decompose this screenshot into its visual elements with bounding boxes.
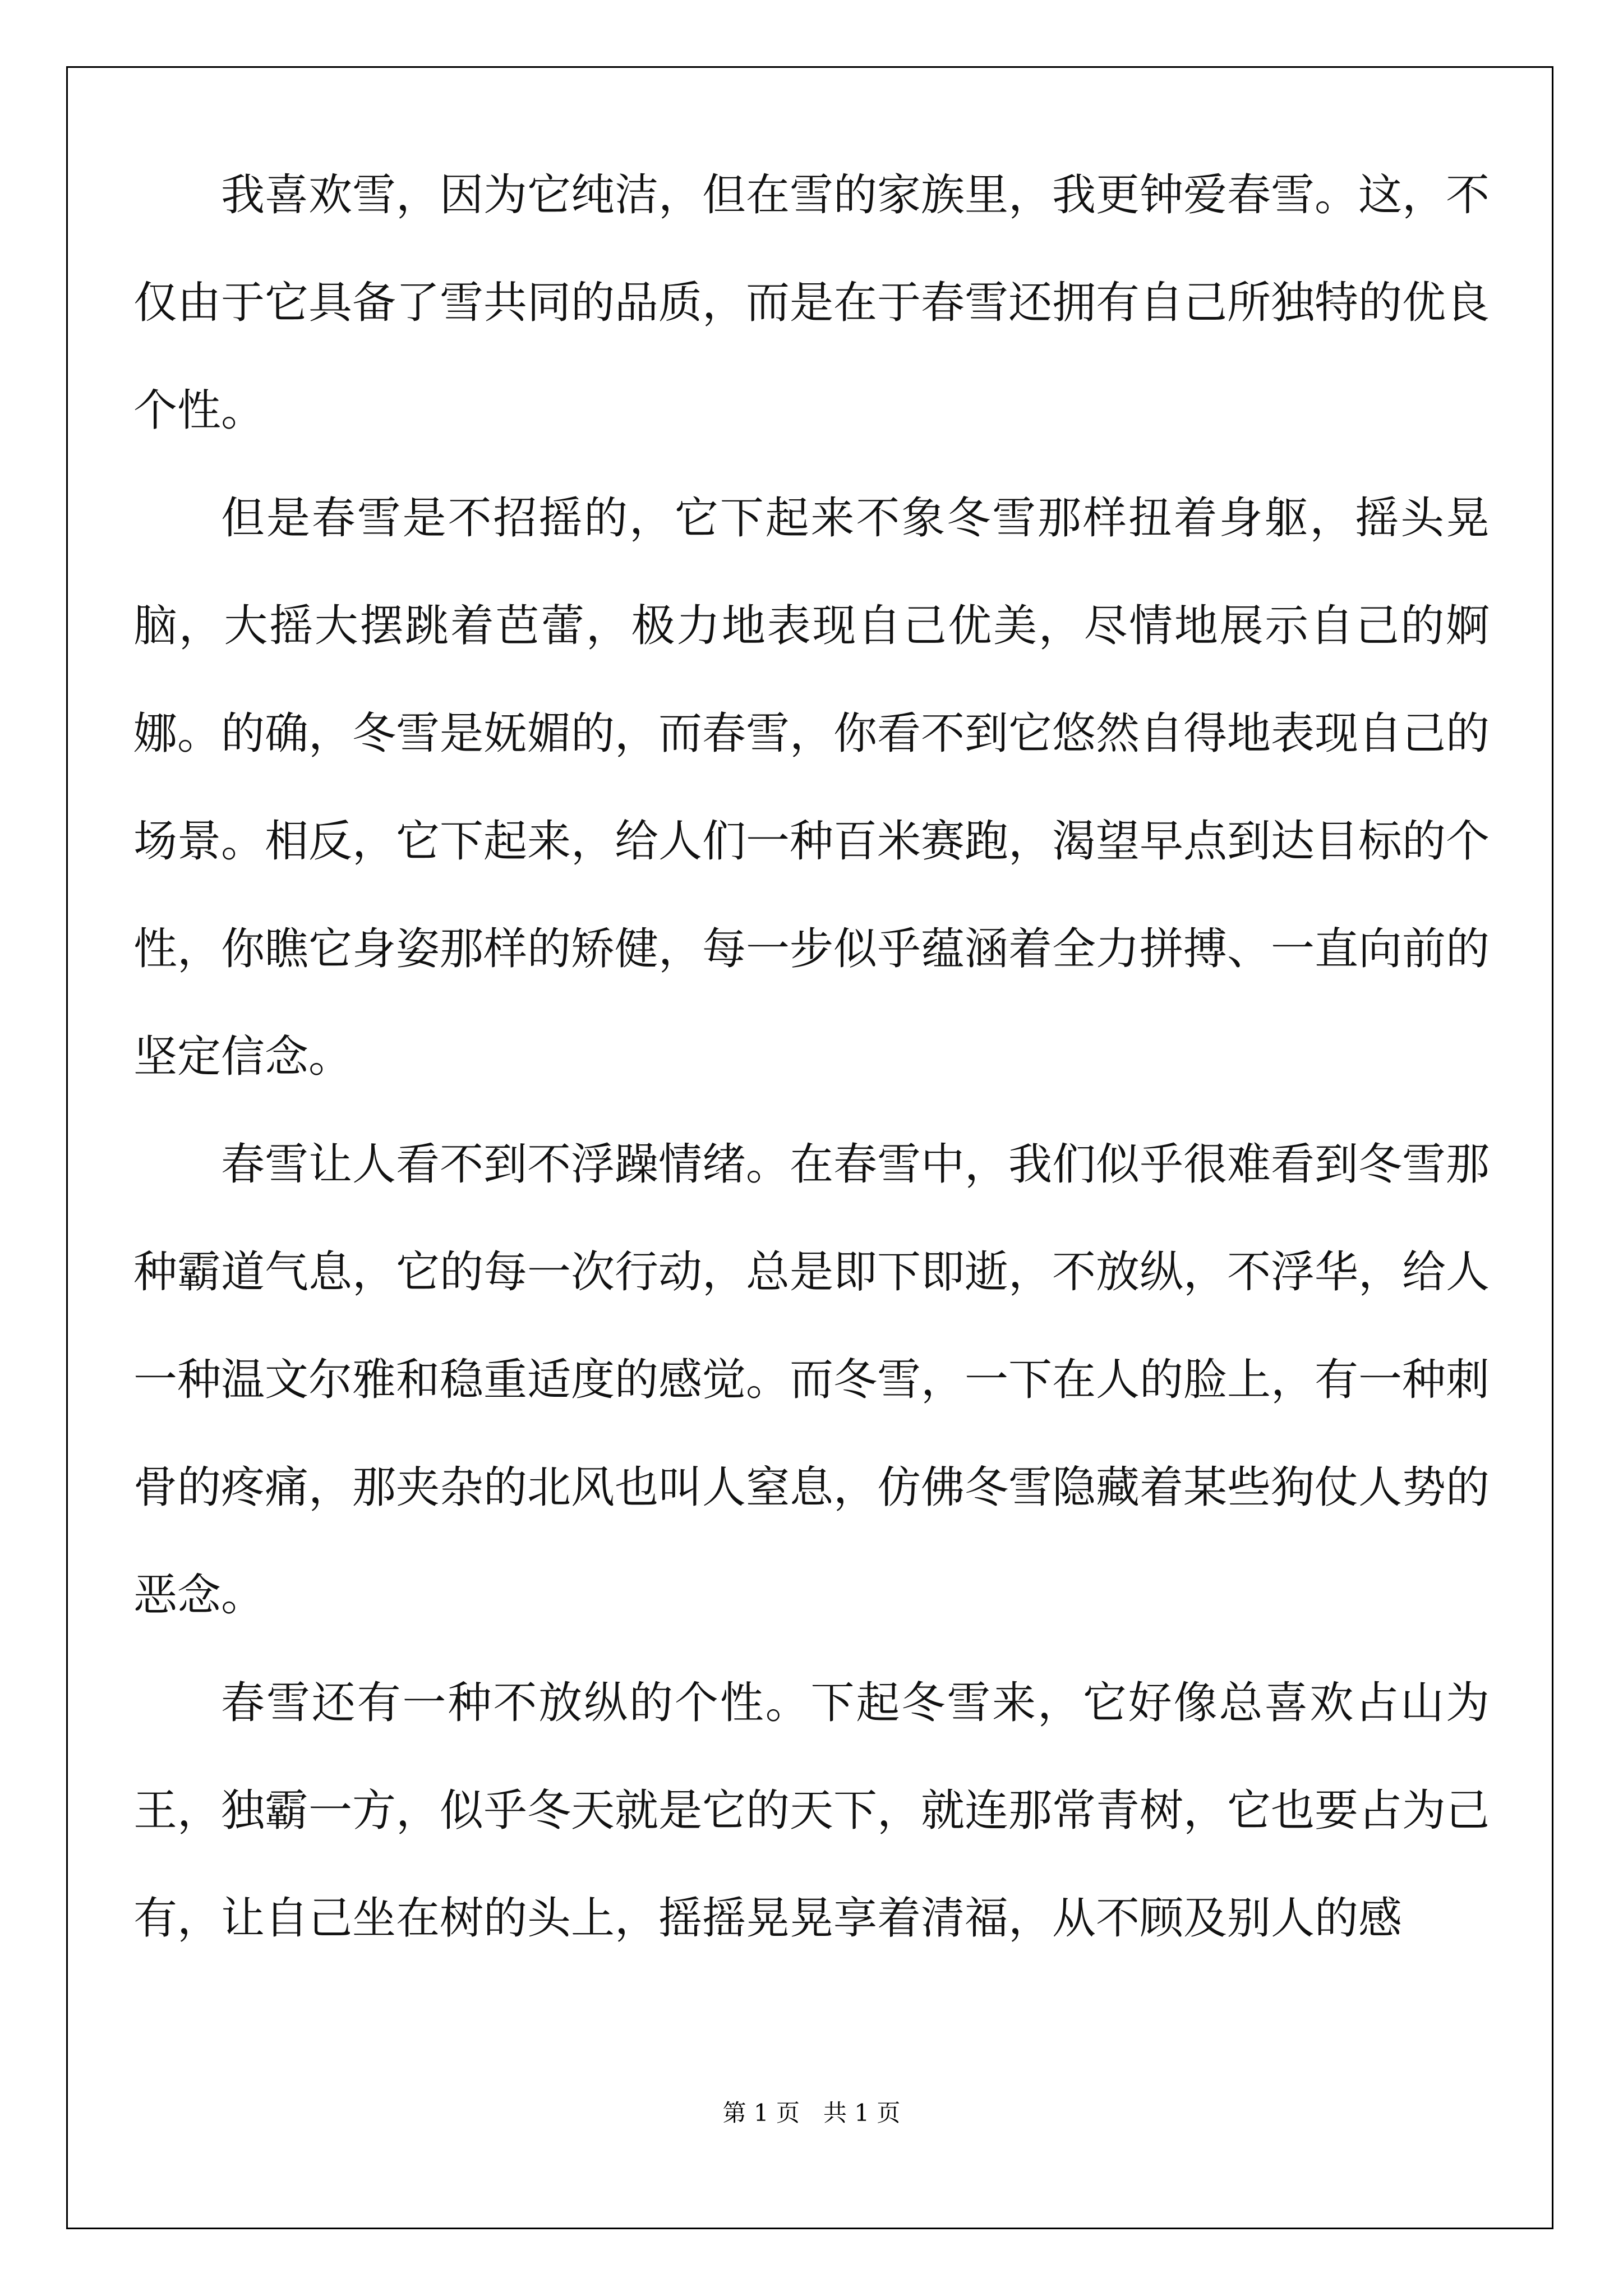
document-body (133, 141, 1490, 1972)
paragraph-1: 我喜欢雪，因为它纯洁，但在雪的家族里，我更钟爱春雪。这，不仅由于它具备了雪共同的品质，而是在于春雪还拥有自己所独特的优良个性。 (133, 170, 1490, 436)
paragraph-4: 春雪还有一种不放纵的个性。下起冬雪来，它好像总喜欢占山为王，独霸一方，似乎冬天就是它的天下，就连那常青树，它也要占为己有，让自己坐在树的头上，摇摇晃晃享着清福，从不顾及别人的感 (133, 1678, 1490, 1944)
paragraph-3: 春雪让人看不到不浮躁情绪。在春雪中，我们似乎很难看到冬雪那种霸道气息，它的每一次行动，总是即下即逝，不放纵，不浮华，给人一种温文尔雅和稳重适度的感觉。而冬雪，一下在人的脸上，有一种刺骨的疼痛，那夹杂的北风也叫人窒息，仿佛冬雪隐藏着某些狗仗人势的恶念。 (133, 1139, 1490, 1621)
page-number-footer: 第 1 页 共 1 页 (722, 2099, 901, 2127)
paragraph-2: 但是春雪是不招摇的，它下起来不象冬雪那样扭着身躯，摇头晃脑，大摇大摆跳着芭蕾，极力地表现自己优美，尽情地展示自己的婀娜。的确，冬雪是妩媚的，而春雪，你看不到它悠然自得地表现自己的场景。相反，它下起来，给人们一种百米赛跑，渴望早点到达目标的个性，你瞧它身姿那样的矫健，每一步似乎蕴涵着全力拼搏、一直向前的坚定信念。 (133, 493, 1490, 1082)
